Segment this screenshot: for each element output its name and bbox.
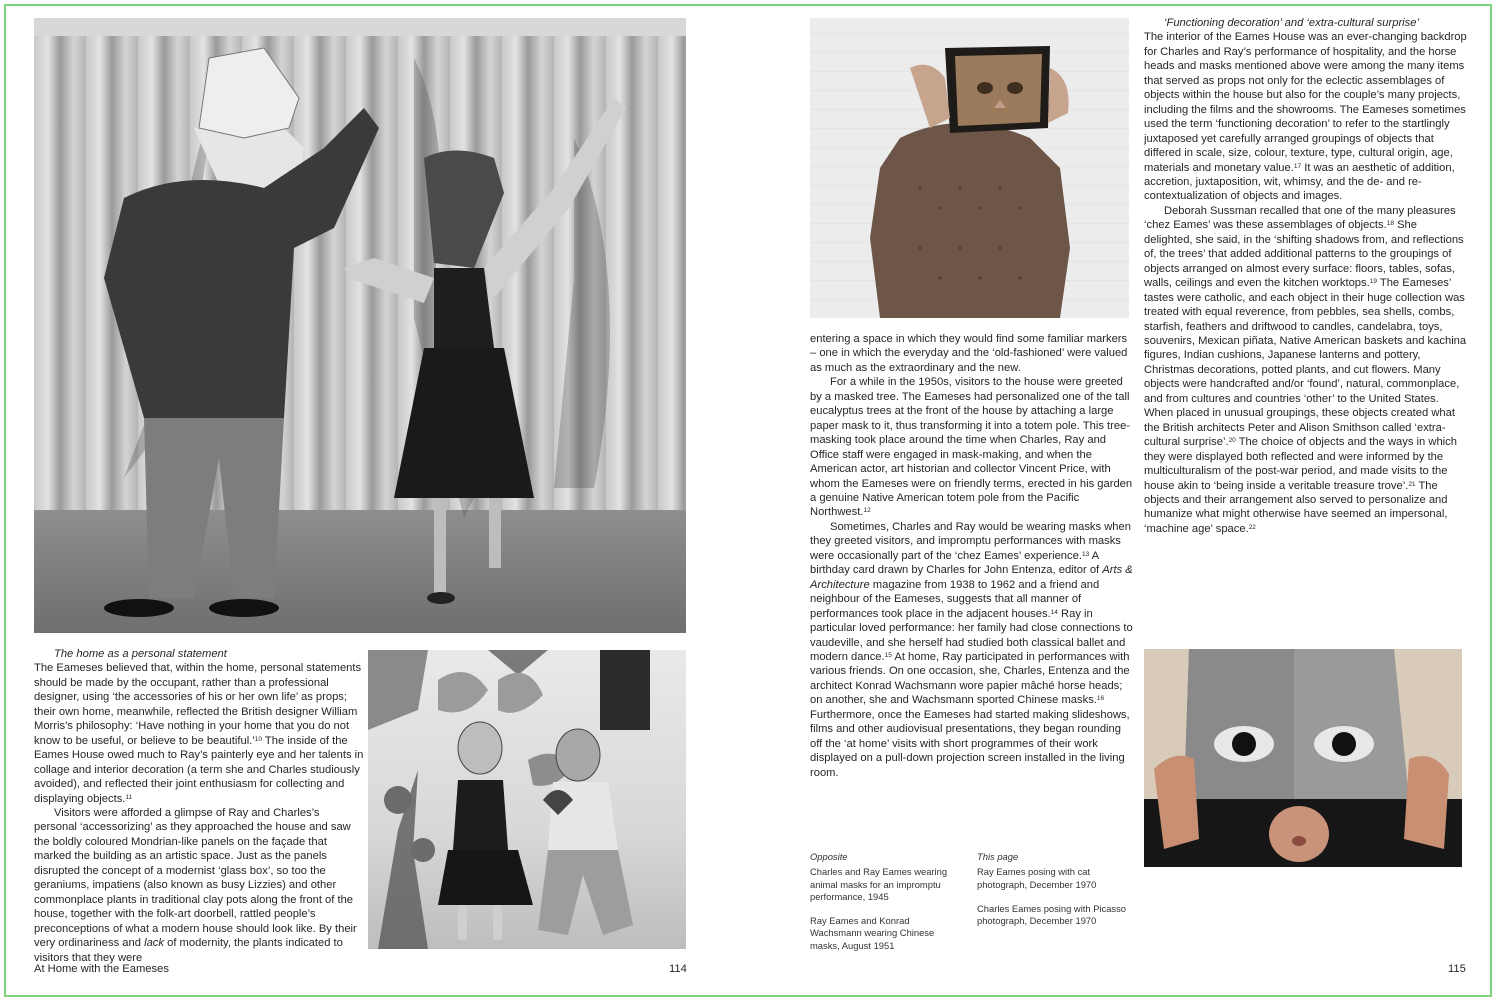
footnote-ref[interactable]: 12 [863,507,871,515]
picasso-photo-illustration [1144,649,1462,867]
right-text-column [1144,16,1468,536]
caption-item: Charles Eames posing with Picasso photograph, December 1970 [977,902,1127,927]
footnote-ref[interactable]: 15 [884,651,892,659]
caption-item: Ray Eames posing with cat photograph, December 1970 [977,866,1097,890]
footnote-ref[interactable]: 13 [1081,550,1090,558]
running-head: At Home with the Eameses [34,963,169,975]
footnote-ref[interactable]: 11 [125,793,133,801]
footnote-ref[interactable]: 21 [1408,480,1416,488]
footnote-ref[interactable]: 22 [1248,523,1256,531]
cat-photo [810,18,1129,318]
footnote-ref[interactable]: 16 [1096,695,1105,703]
caption-opposite [810,851,960,964]
footnote-ref[interactable]: 10 [254,735,263,743]
caption-label: This page [977,851,1019,862]
paragraph: Sometimes, Charles and Ray would be wearing masks when they greeted visitors, and impromptu performances with masks were occasionally part of the ‘chez Eames’ experience.$^{13}$ A birthday card drawn by Charles for John Entenza, editor of Arts & Architecture magazine from 1938 to 1962 and a friend and neighbour of the Eameses, suggests that all manner of performances took place in the adjacent houses.$^{14}$ Ray in particular loved performance: her family had close connections to vaudeville, and she herself had studied both classical ballet and modern dance.$^{15}$ At home, Ray participated in performances with various friends. On one occasion, she, Charles, Entenza and the architect Konrad Wachsmann wore papier mâché horse heads; on another, she and Wachsmann sported Chinese masks.$^{16}$ Furthermore, once the Eameses had started making slideshows, films and other audiovisual presentations, they began rounding off the ‘at home’ visits with short programmes of their work displayed on a pull-down projection screen installed in the living room. [810,520,1133,779]
horse-masks-illustration [34,18,686,633]
page-number-right: 115 [1448,963,1466,975]
footnote-ref[interactable]: 14 [1050,608,1058,616]
paragraph: The interior of the Eames House was an ever-changing backdrop for Charles and Ray’s performance of hospitality, and the horse heads and masks mentioned above were among the many items that served as props not only for the eclectic assemblages of objects within the house but also for the couple’s many projects, including the films and the showrooms. The Eameses sometimes used the term ‘functioning decoration’ to refer to the startlingly juxtaposed yet carefully arranged groupings of objects that differed in scale, size, colour, texture, type, cultural origin, age, materials and monetary value.$^{17}$ It was an aesthetic of addition, accretion, juxtaposition, wit, whimsy, and the de- and re-contextualization of objects and images. [1144,31,1467,203]
footnote-ref[interactable]: 19 [1369,278,1377,286]
paragraph: Visitors were afforded a glimpse of Ray and Charles’s personal ‘accessorizing’ as they approached the house and saw the boldly coloured Mondrian-like panels on the façade that marked the building as an artistic space. Just as the panels disrupted the concept of a modernist ‘glass box’, so too the geraniums, impatiens (also known as busy Lizzies) and other commonplace plants in traditional clay pots along the front of the house, together with the folk-art doorbell, rattled people’s preconceptions of what a modern house should look like. By their very ordinariness and lack of modernity, the plants indicated to visitors that they were [34,806,357,964]
picasso-photo [1144,649,1462,867]
chinese-masks-photo [368,650,686,949]
left-text-column [34,647,364,965]
page-number-left: 114 [669,963,687,975]
section-heading-functioning-decoration: ‘Functioning decoration’ and ‘extra-cultural surprise’ [1164,17,1419,29]
paragraph: For a while in the 1950s, visitors to the house were greeted by a masked tree. The Eameses had personalized one of the tall eucalyptus trees at the front of the house by attaching a large paper mask to it, thus transforming it into a totem pole. This tree-masking took place around the time when Charles, Ray and Office staff were engaged in mask-making, and when the American actor, art historian and collector Vincent Price, with whom the Eameses were on friendly terms, erected in his garden a genuine Native American totem pole from the Pacific Northwest.$^{12}$ [810,376,1133,519]
paragraph: The Eameses believed that, within the home, personal statements should be made by the occupant, rather than a professional designer, using ‘the accessories of his or her own life’ as props; their own home, meanwhile, reflected the British designer William Morris’s philosophy: ‘Have nothing in your home that you do not know to be useful, or believe to be beautiful.’$^{10}$ The inside of the Eames House owed much to Ray’s painterly eye and her talents in collage and interior decoration (a term she and Charles studiously avoided), and reflected their joint enthusiasm for collecting and displaying objects.$^{11}$ [34,662,364,805]
section-heading-personal-statement: The home as a personal statement [54,648,227,660]
caption-this-page [977,851,1127,939]
horse-masks-photo [34,18,686,633]
paragraph: entering a space in which they would find some familiar markers – one in which the everyday and the ‘old-fashioned’ were valued as much as the extraordinary and the new. [810,333,1128,374]
footnote-ref[interactable]: 17 [1293,162,1302,170]
caption-label: Opposite [810,851,848,862]
caption-item: Ray Eames and Konrad Wachsmann wearing Chinese masks, August 1951 [810,915,935,951]
caption-item: Charles and Ray Eames wearing animal masks for an impromptu performance, 1945 [810,866,948,902]
footnote-ref[interactable]: 20 [1228,437,1236,445]
chinese-masks-illustration [368,650,686,949]
paragraph: Deborah Sussman recalled that one of the many pleasures ‘chez Eames’ was these assemblages of objects.$^{18}$ She delighted, she said, in the ‘shifting shadows from, and reflections of, the trees’ that added additional patterns to the groupings of objects arranged on almost every surface: floors, tables, sofas, walls, ceilings and even the kitchen worktops.$^{19}$ The Eameses’ tastes were catholic, and each object in their huge collection was treated with equal reverence, from pebbles, sea shells, combs, starfish, feathers and driftwood to candles, candelabra, toys, souvenirs, Mexican piñata, Native American baskets and kachina figures, Indian cushions, Japanese lanterns and pottery, Christmas decorations, potted plants, and cut flowers. Many objects were handcrafted and/or ‘found’, natural, commonplace, and from cultures and countries ‘other’ to the United States. When placed in unusual groupings, these objects created what the British architects Peter and Alison Smithson called ‘extra-cultural surprise’.$^{20}$ The choice of objects and the ways in which they were displayed both reflected and were informed by the multiculturalism of the post-war period, and made visits to the house akin to ‘being inside a veritable treasure trove’.$^{21}$ The objects and their arrangement also served to personalize and humanize what might otherwise have seemed an impersonal, ‘machine age’ space.$^{22}$ [1144,204,1467,535]
footnote-ref[interactable]: 18 [1386,220,1394,228]
cat-photo-illustration [810,18,1129,318]
middle-text-column [810,332,1136,780]
